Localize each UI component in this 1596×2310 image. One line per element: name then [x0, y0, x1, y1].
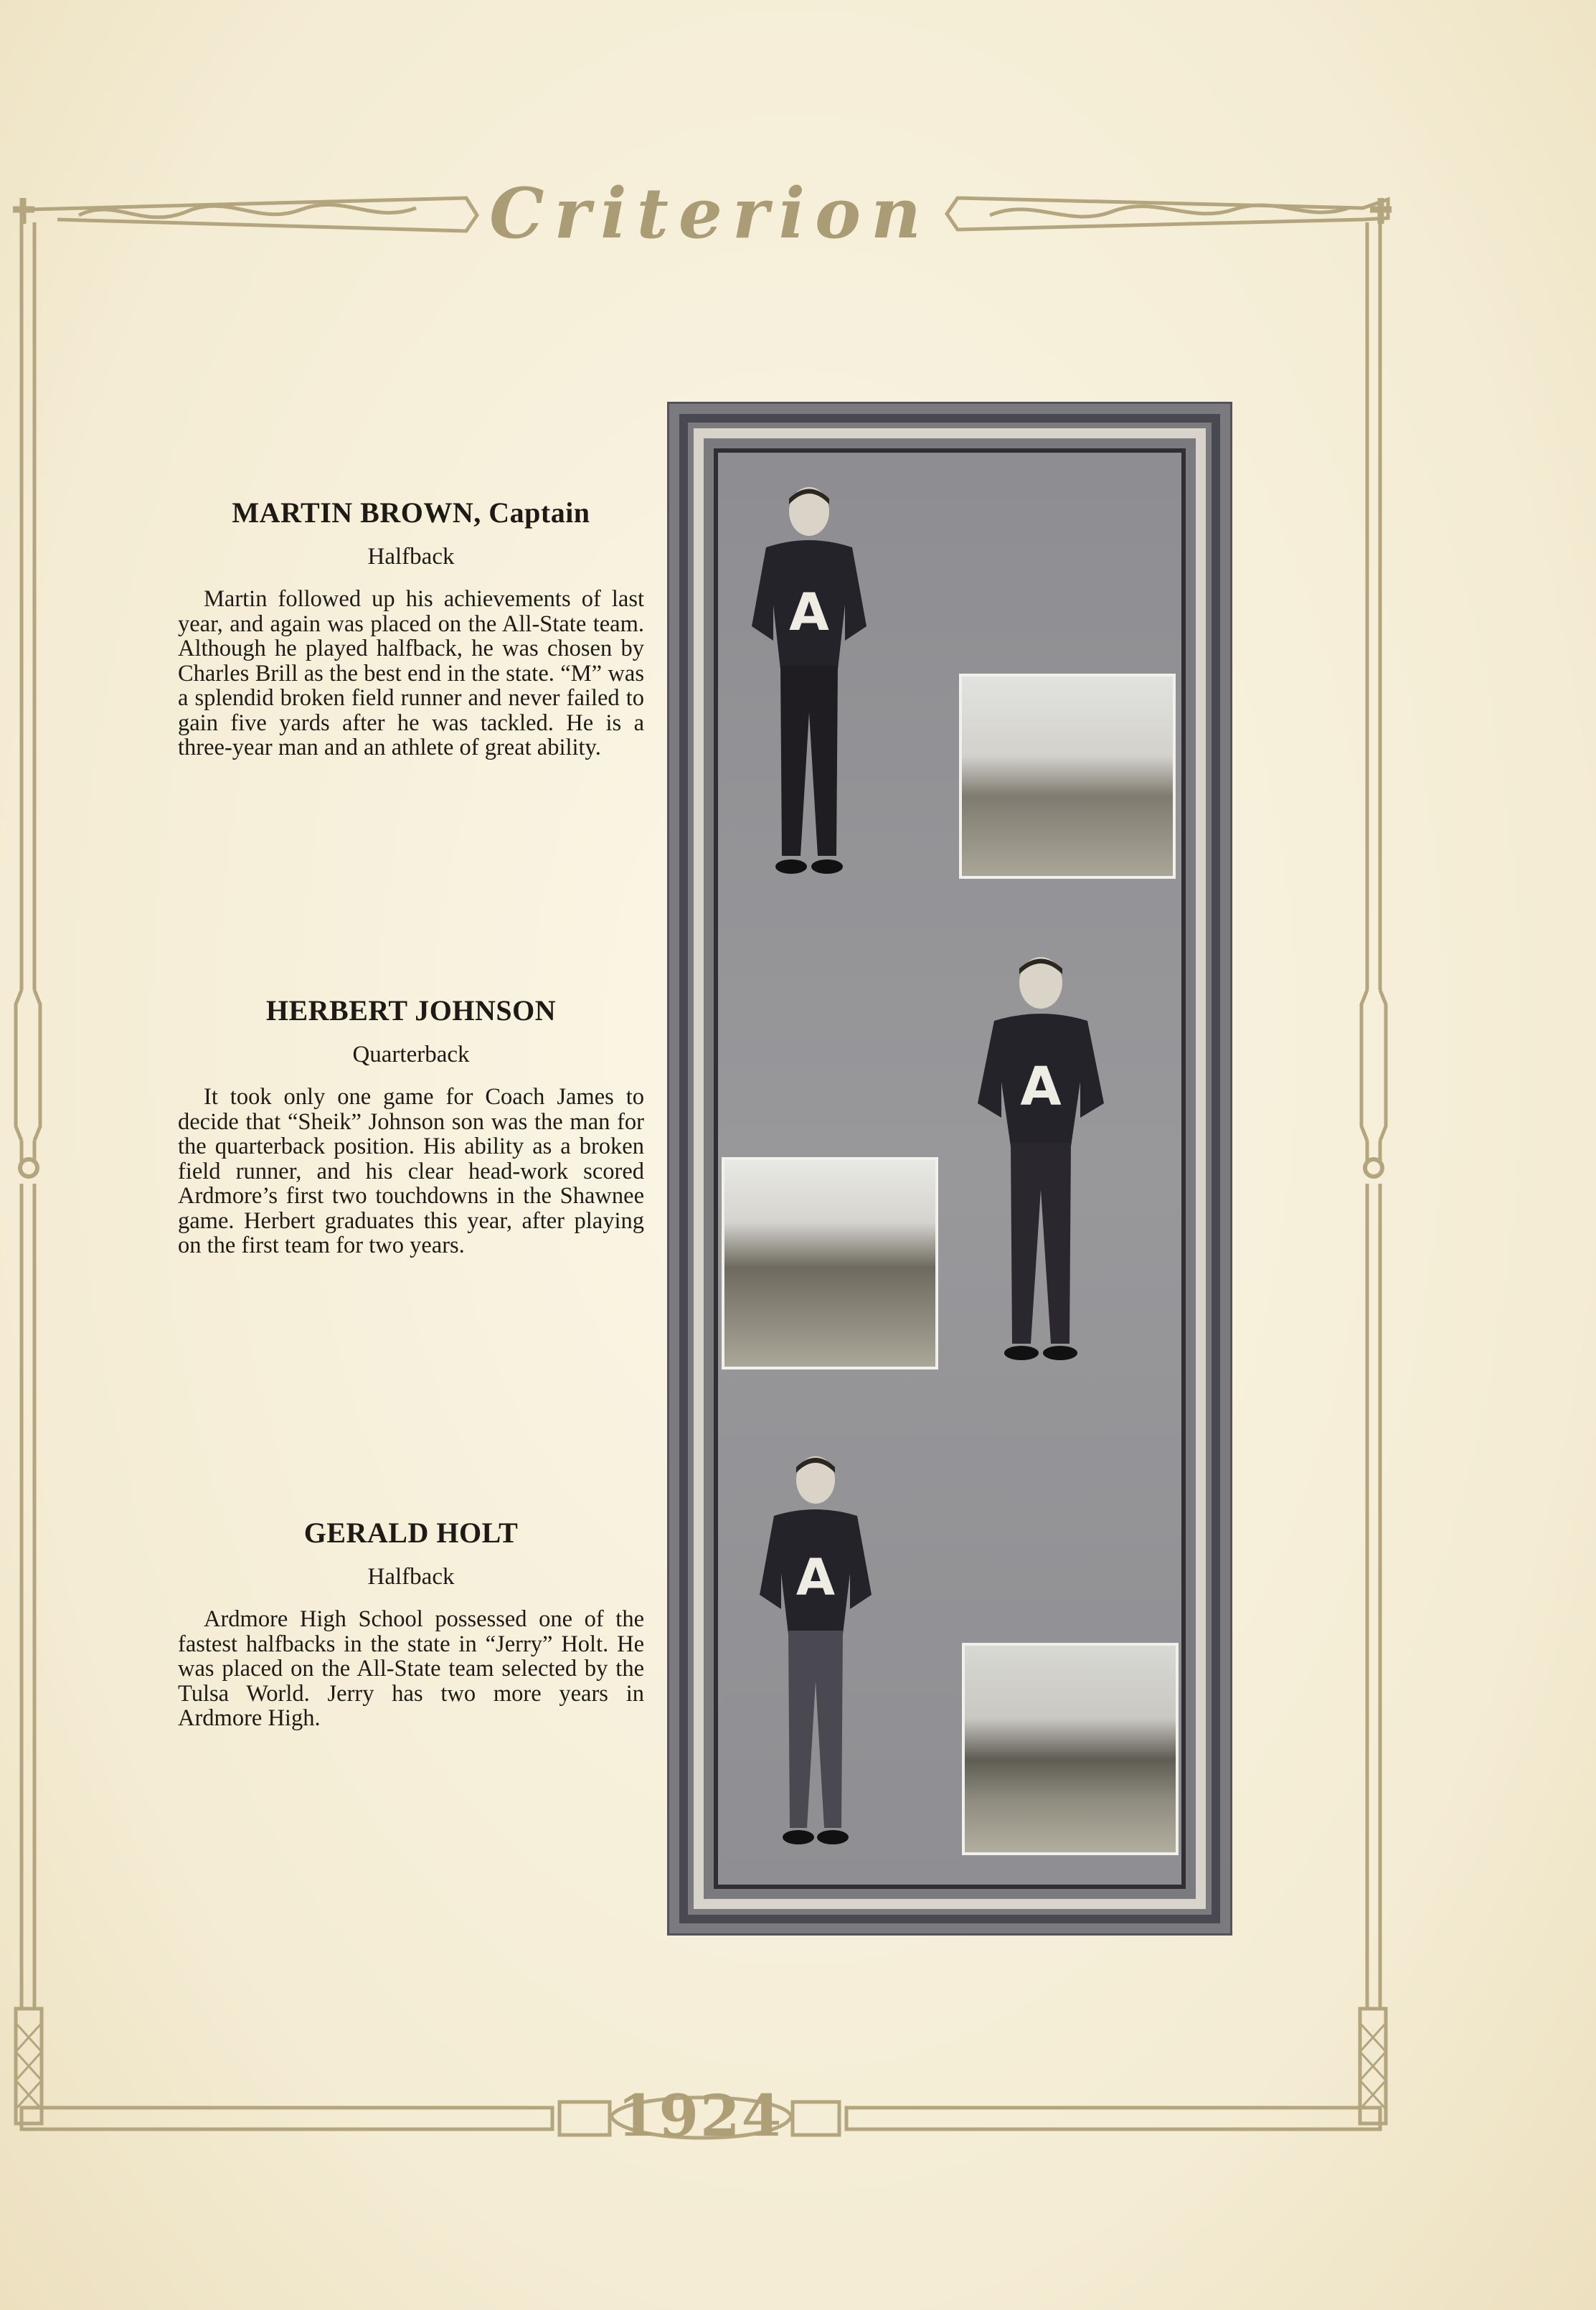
player-portrait-herbert-johnson	[962, 953, 1120, 1369]
svg-text:A: A	[789, 582, 829, 642]
game-action-photo	[722, 1157, 938, 1370]
player-name: HERBERT JOHNSON	[265, 994, 557, 1027]
svg-text:A: A	[1020, 1056, 1062, 1118]
yearbook-year: 1924	[617, 2082, 783, 2149]
player-description: Ardmore High School possessed one of the fastest halfbacks in the state in “Jerry” Holt. He was placed on the All-State team selected by the Tulsa World. Jerry has two more years in Ardmore High.	[178, 1606, 644, 1731]
player-position: Halfback	[367, 1564, 455, 1590]
player-name: GERALD HOLT	[303, 1517, 519, 1549]
game-action-photo	[959, 674, 1176, 879]
yearbook-title: Criterion	[489, 173, 931, 254]
player-description: It took only one game for Coach James to decide that “Sheik” Johnson son was the man for the quarterback position. His ability as a broken field runner, and his clear head-work scored Ardmore’s first two touchdowns in the Shawnee game. Herbert graduates this year, after playing on the first team for two years.	[178, 1084, 644, 1258]
player-bio-gerald-holt	[178, 1517, 644, 1731]
game-action-photo	[962, 1643, 1179, 1855]
player-name: MARTIN BROWN, Captain	[232, 496, 590, 529]
player-portrait-martin-brown	[737, 483, 881, 885]
player-bio-martin-brown	[178, 496, 644, 760]
svg-text:A: A	[795, 1548, 836, 1607]
player-bio-herbert-johnson	[178, 994, 644, 1258]
player-description: Martin followed up his achievements of last year, and again was placed on the All-State team. Although he played halfback, he was chosen by Charles Brill as the best end in the state. “M” was a splendid broken field runner and never failed to gain five yards after he was tackled. He is a three-year man and an athlete of great ability.	[178, 586, 644, 760]
player-portrait-gerald-holt	[744, 1451, 887, 1853]
photo-panel	[667, 402, 1232, 1936]
player-position: Halfback	[367, 544, 455, 570]
player-position: Quarterback	[352, 1042, 470, 1067]
